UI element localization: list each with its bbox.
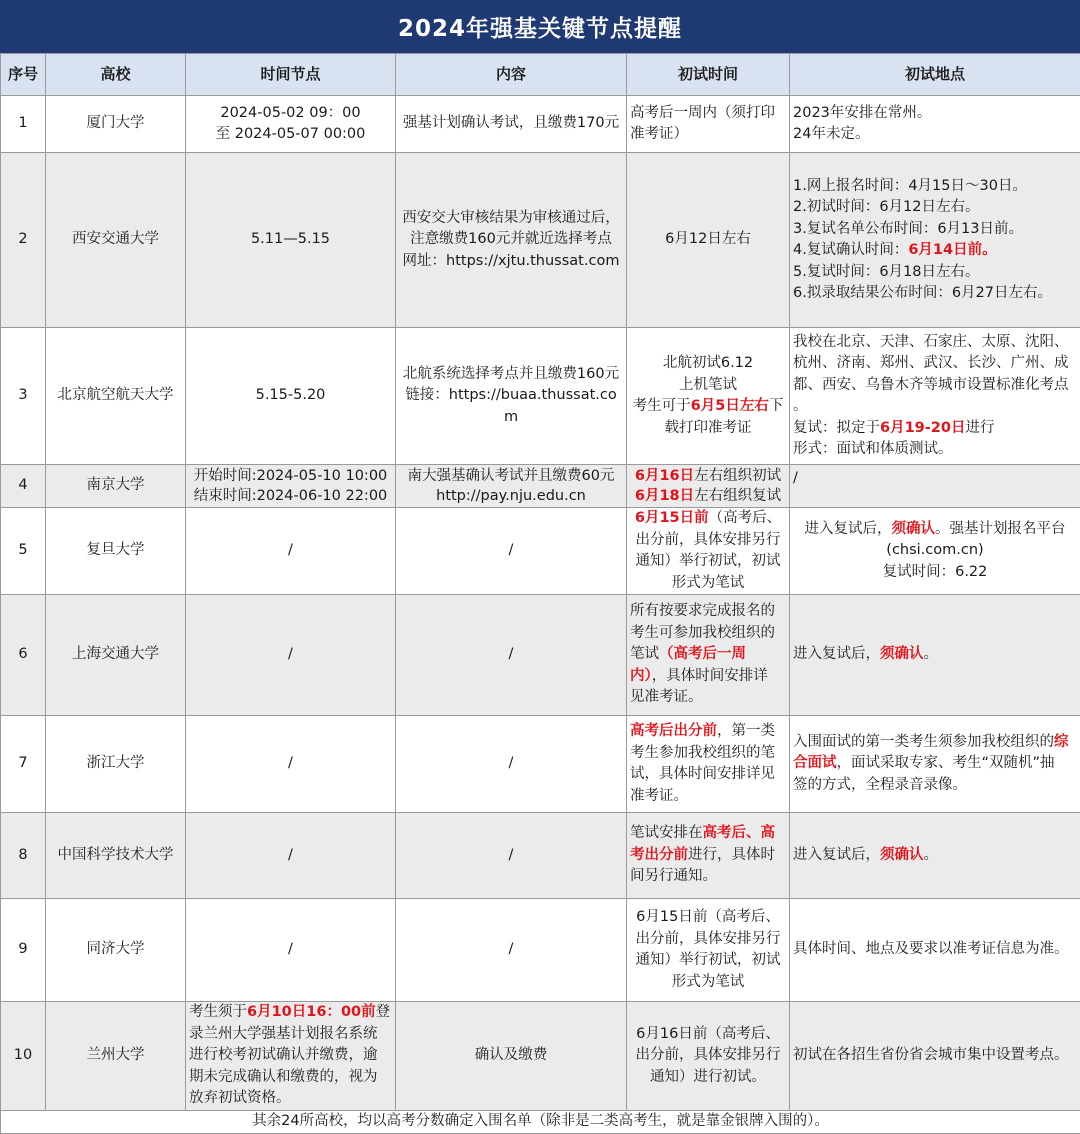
row-content: /: [396, 716, 627, 813]
row-time: 5.11—5.15: [186, 153, 396, 328]
row-school: 西安交通大学: [46, 153, 186, 328]
row-location: /: [790, 465, 1080, 508]
row-content: 南大强基确认考试并且缴费60元 http://pay.nju.edu.cn: [396, 465, 627, 508]
row-location: 入围面试的第一类考生须参加我校组织的综 合面试，面试采取专家、考生“双随机”抽 签的方式，全程录音录像。: [790, 716, 1080, 813]
row-school: 中国科学技术大学: [46, 813, 186, 899]
row-time: 考生须于6月10日16：00前登 录兰州大学强基计划报名系统 进行校考初试确认并缴费，逾 期未完成确认和缴费的，视为 放弃初试资格。: [186, 1002, 396, 1111]
header-content: 内容: [396, 54, 627, 96]
row-time: 2024-05-02 09：00 至 2024-05-07 00:00: [186, 96, 396, 153]
table-row: [1, 153, 1080, 328]
row-school: 南京大学: [46, 465, 186, 508]
row-content: /: [396, 508, 627, 595]
row-no: 8: [1, 813, 46, 899]
row-time: 5.15-5.20: [186, 328, 396, 465]
table-row: [1, 1002, 1080, 1111]
row-content: /: [396, 813, 627, 899]
row-school: 兰州大学: [46, 1002, 186, 1111]
row-time: /: [186, 508, 396, 595]
row-no: 6: [1, 595, 46, 716]
row-content: 确认及缴费: [396, 1002, 627, 1111]
table-row: [1, 465, 1080, 508]
row-location: 进入复试后，须确认。: [790, 595, 1080, 716]
row-school: 北京航空航天大学: [46, 328, 186, 465]
table-row: [1, 96, 1080, 153]
row-time: /: [186, 813, 396, 899]
row-no: 3: [1, 328, 46, 465]
row-no: 5: [1, 508, 46, 595]
header-exam-time: 初试时间: [627, 54, 790, 96]
row-time: /: [186, 595, 396, 716]
deadline-table: [0, 53, 1080, 1134]
table-row: [1, 508, 1080, 595]
page-title: 2024年强基关键节点提醒: [0, 0, 1080, 53]
row-content: 强基计划确认考试，且缴费170元: [396, 96, 627, 153]
row-time: /: [186, 716, 396, 813]
table-row: [1, 899, 1080, 1002]
row-exam-time: 6月16日左右组织初试 6月18日左右组织复试: [627, 465, 790, 508]
row-no: 4: [1, 465, 46, 508]
row-exam-time: 北航初试6.12 上机笔试 考生可于6月5日左右下 载打印准考证: [627, 328, 790, 465]
row-location: 我校在北京、天津、石家庄、太原、沈阳、 杭州、济南、郑州、武汉、长沙、广州、成 都、西安、乌鲁木齐等城市设置标准化考点 。 复试：拟定于6月19-20日进行 形式：面试和体质测试。: [790, 328, 1080, 465]
row-school: 厦门大学: [46, 96, 186, 153]
row-exam-time: 6月15日前（高考后、 出分前，具体安排另行 通知）举行初试，初试 形式为笔试: [627, 899, 790, 1002]
footer-note: 其余24所高校，均以高考分数确定入围名单（除非是二类高考生，就是靠金银牌入围的）。: [1, 1111, 1080, 1134]
header-no: 序号: [1, 54, 46, 96]
row-school: 同济大学: [46, 899, 186, 1002]
table-row: [1, 328, 1080, 465]
row-location: 进入复试后，须确认。: [790, 813, 1080, 899]
row-exam-time: 笔试安排在高考后、高 考出分前进行，具体时 间另行通知。: [627, 813, 790, 899]
row-time: 开始时间:2024-05-10 10:00 结束时间:2024-06-10 22:00: [186, 465, 396, 508]
row-location: 初试在各招生省份省会城市集中设置考点。: [790, 1002, 1080, 1111]
row-no: 2: [1, 153, 46, 328]
row-content: /: [396, 899, 627, 1002]
row-location: 具体时间、地点及要求以准考证信息为准。: [790, 899, 1080, 1002]
row-exam-time: 高考后一周内（须打印 准考证）: [627, 96, 790, 153]
table-row: [1, 595, 1080, 716]
header-school: 高校: [46, 54, 186, 96]
row-no: 7: [1, 716, 46, 813]
row-location: 2023年安排在常州。 24年未定。: [790, 96, 1080, 153]
row-exam-time: 6月12日左右: [627, 153, 790, 328]
row-exam-time: 所有按要求完成报名的 考生可参加我校组织的 笔试（高考后一周 内），具体时间安排详 见准考证。: [627, 595, 790, 716]
table-row: [1, 813, 1080, 899]
row-no: 9: [1, 899, 46, 1002]
row-school: 浙江大学: [46, 716, 186, 813]
row-exam-time: 6月15日前（高考后、 出分前，具体安排另行 通知）举行初试，初试 形式为笔试: [627, 508, 790, 595]
table-row: [1, 716, 1080, 813]
row-no: 1: [1, 96, 46, 153]
row-content: 西安交大审核结果为审核通过后， 注意缴费160元并就近选择考点 网址：https://xjtu.thussat.com: [396, 153, 627, 328]
header-time: 时间节点: [186, 54, 396, 96]
footer-row: [1, 1111, 1080, 1134]
row-school: 复旦大学: [46, 508, 186, 595]
row-location: 1.网上报名时间：4月15日～30日。 2.初试时间：6月12日左右。 3.复试名单公布时间：6月13日前。 4.复试确认时间：6月14日前。 5.复试时间：6月18日左右。 6.拟录取结果公布时间：6月27日左右。: [790, 153, 1080, 328]
row-no: 10: [1, 1002, 46, 1111]
row-content: /: [396, 595, 627, 716]
row-time: /: [186, 899, 396, 1002]
row-school: 上海交通大学: [46, 595, 186, 716]
table-header-row: [1, 54, 1080, 96]
header-location: 初试地点: [790, 54, 1080, 96]
row-location: 进入复试后，须确认。强基计划报名平台 (chsi.com.cn) 复试时间：6.22: [790, 508, 1080, 595]
row-exam-time: 6月16日前（高考后、 出分前，具体安排另行 通知）进行初试。: [627, 1002, 790, 1111]
row-exam-time: 高考后出分前，第一类 考生参加我校组织的笔 试，具体时间安排详见 准考证。: [627, 716, 790, 813]
row-content: 北航系统选择考点并且缴费160元 链接：https://buaa.thussat.com: [396, 328, 627, 465]
